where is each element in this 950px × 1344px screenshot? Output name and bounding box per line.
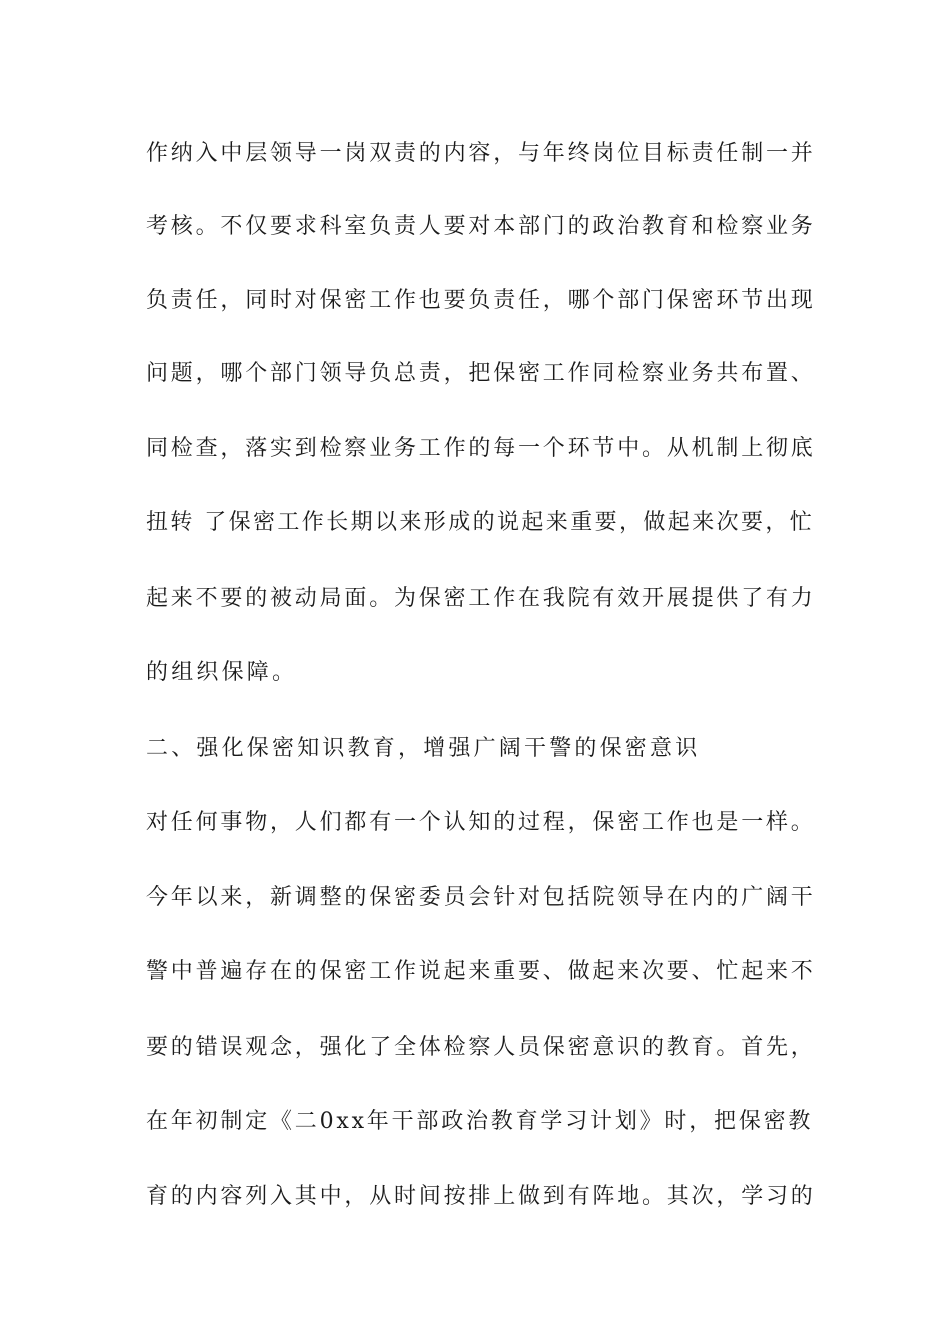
body-text-line: 对任何事物，人们都有一个认知的过程，保密工作也是一样。 bbox=[146, 810, 816, 835]
body-text-line: 今年以来，新调整的保密委员会针对包括院领导在内的广阔干 bbox=[146, 885, 816, 910]
body-text-line: 要的错误观念，强化了全体检察人员保密意识的教育。首先， bbox=[146, 1035, 816, 1060]
body-text-line: 在年初制定《二0xx年干部政治教育学习计划》时，把保密教 bbox=[146, 1109, 814, 1134]
body-text-line: 问题，哪个部门领导负总责，把保密工作同检察业务共布置、 bbox=[146, 361, 816, 386]
body-text-line: 作纳入中层领导一岗双责的内容，与年终岗位目标责任制一并 bbox=[146, 141, 816, 166]
body-text-line: 的组织保障。 bbox=[146, 660, 298, 685]
body-text-line: 育的内容列入其中，从时间按排上做到有阵地。其次，学习的 bbox=[146, 1184, 816, 1209]
body-text-line: 起来不要的被动局面。为保密工作在我院有效开展提供了有力 bbox=[146, 586, 816, 611]
body-text-line: 警中普遍存在的保密工作说起来重要、做起来次要、忙起来不 bbox=[146, 959, 816, 984]
body-text-line: 扭转 了保密工作长期以来形成的说起来重要，做起来次要，忙 bbox=[146, 510, 815, 535]
body-text-line: 考核。不仅要求科室负责人要对本部门的政治教育和检察业务 bbox=[146, 214, 816, 239]
section-heading: 二、强化保密知识教育，增强广阔干警的保密意识 bbox=[146, 736, 701, 761]
body-text-line: 负责任，同时对保密工作也要负责任，哪个部门保密环节出现 bbox=[146, 288, 816, 313]
body-text-line: 同检查，落实到检察业务工作的每一个环节中。从机制上彻底 bbox=[146, 436, 816, 461]
